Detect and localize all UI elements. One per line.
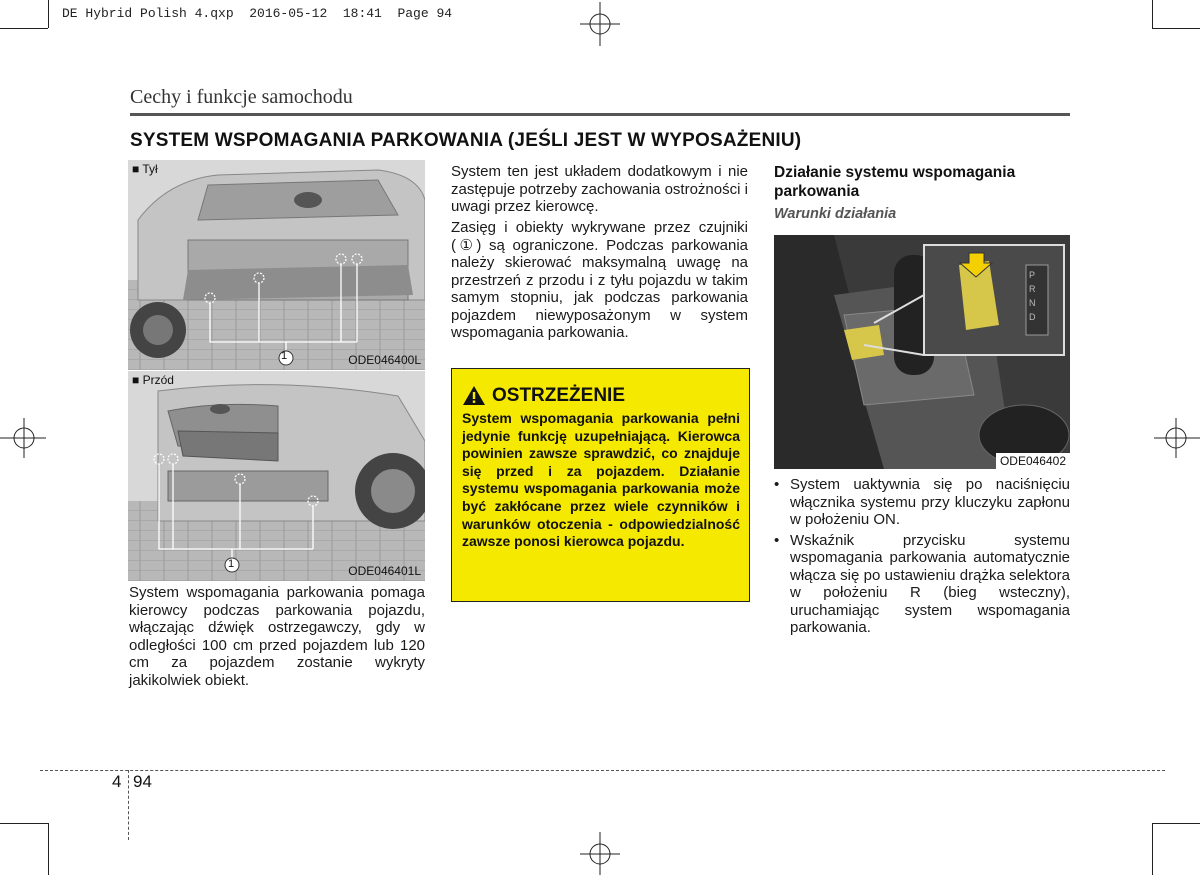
crop-mark <box>0 823 48 824</box>
crop-mark <box>48 0 49 28</box>
registration-mark-top <box>580 2 620 46</box>
callout-number: 1 <box>281 350 288 362</box>
section-rule <box>130 113 1070 116</box>
warning-box <box>451 368 750 602</box>
gear-indicator <box>1029 268 1036 324</box>
registration-mark-right <box>1154 416 1200 460</box>
warning-title: OSTRZEŻENIE <box>492 385 626 406</box>
figure-code-rear: ODE046400L <box>348 353 421 367</box>
registration-mark-bottom <box>580 832 620 875</box>
front-car-illustration <box>128 371 425 581</box>
print-header: DE Hybrid Polish 4.qxp 2016-05-12 18:41 Page 94 <box>62 6 453 21</box>
crop-mark <box>0 28 48 29</box>
section-title: Cechy i funkcje samochodu <box>130 86 353 108</box>
figure-code-front: ODE046401L <box>348 564 421 578</box>
crop-mark <box>1152 28 1200 29</box>
figure-label-rear: ■ Tył <box>132 162 158 176</box>
warning-body: System wspomagania parkowania pełni jedynie funkcję uzupełniającą. Kierowca powinien zawsze sprawdzić, co znajduje się przed i za pojazdem. Działanie systemu wspomagania parkowania może być zakłócane przez wiele czynników i warunków otoczenia - odpowiedzialność zawsze ponosi kierowca pojazdu. <box>462 410 740 550</box>
list-item: • Wskaźnik przycisku systemu wspomagania parkowania automatycznie włącza się po ustawieniu drążka selektora w położeniu R (bieg wsteczny), uruchamiając system wspomagania parkowania. <box>774 532 1070 637</box>
figure-code-shifter: ODE046402 <box>996 453 1070 469</box>
gear-letter: N <box>1029 298 1036 308</box>
crop-mark <box>1152 823 1153 875</box>
subsection-subheading: Warunki działania <box>774 206 897 222</box>
body-paragraph-2: Zasięg i obiekty wykrywane przez czujniki (①) są ograniczone. Podczas parkowania należy skierować maksymalną uwagę na przestrzeń z przodu i z tyłu pojazdu w takim samym stopniu, jak podczas parkowania pojazdem niewyposażonym w system wspomagania parkowania. <box>451 219 748 341</box>
intro-paragraph: System wspomagania parkowania pomaga kierowcy podczas parkowania pojazdu, włączając dźwięk ostrzegawczy, gdy w odległości 100 cm przed pojazdem lub 120 cm za pojazdem zostanie wykryty jakikolwiek obiekt. <box>129 584 425 689</box>
crop-mark <box>1152 823 1200 824</box>
gear-letter: R <box>1029 284 1036 294</box>
crop-mark <box>1152 0 1153 28</box>
gear-letter: P <box>1029 270 1036 280</box>
chapter-number: 4 <box>112 772 122 791</box>
front-sensors-figure <box>128 370 425 581</box>
page-number: 94 <box>133 772 152 791</box>
gear-selector-figure <box>774 235 1070 469</box>
subsection-heading: Działanie systemu wspomagania parkowania <box>774 164 1016 200</box>
footer-divider <box>128 770 129 840</box>
operating-conditions-list <box>774 476 1070 640</box>
gear-selector-illustration <box>774 235 1070 469</box>
body-paragraph-1: System ten jest układem dodatkowym i nie zastępuje potrzeby zachowania ostrożności i uwagi przez kierowcę. <box>451 163 748 215</box>
list-item: • System uaktywnia się po naciśnięciu włącznika systemu przy kluczyku zapłonu w położeniu ON. <box>774 476 1070 529</box>
figure-label-front: ■ Przód <box>132 373 174 387</box>
gear-letter: D <box>1029 312 1036 322</box>
callout-number: 1 <box>228 558 235 570</box>
rear-sensors-figure <box>128 160 425 370</box>
page-title: SYSTEM WSPOMAGANIA PARKOWANIA (JEŚLI JEST W WYPOSAŻENIU) <box>130 130 802 151</box>
rear-car-illustration <box>128 160 425 370</box>
crop-mark <box>48 823 49 875</box>
registration-mark-left <box>0 416 46 460</box>
warning-triangle-icon <box>462 385 486 406</box>
footer-rule <box>40 770 1165 771</box>
